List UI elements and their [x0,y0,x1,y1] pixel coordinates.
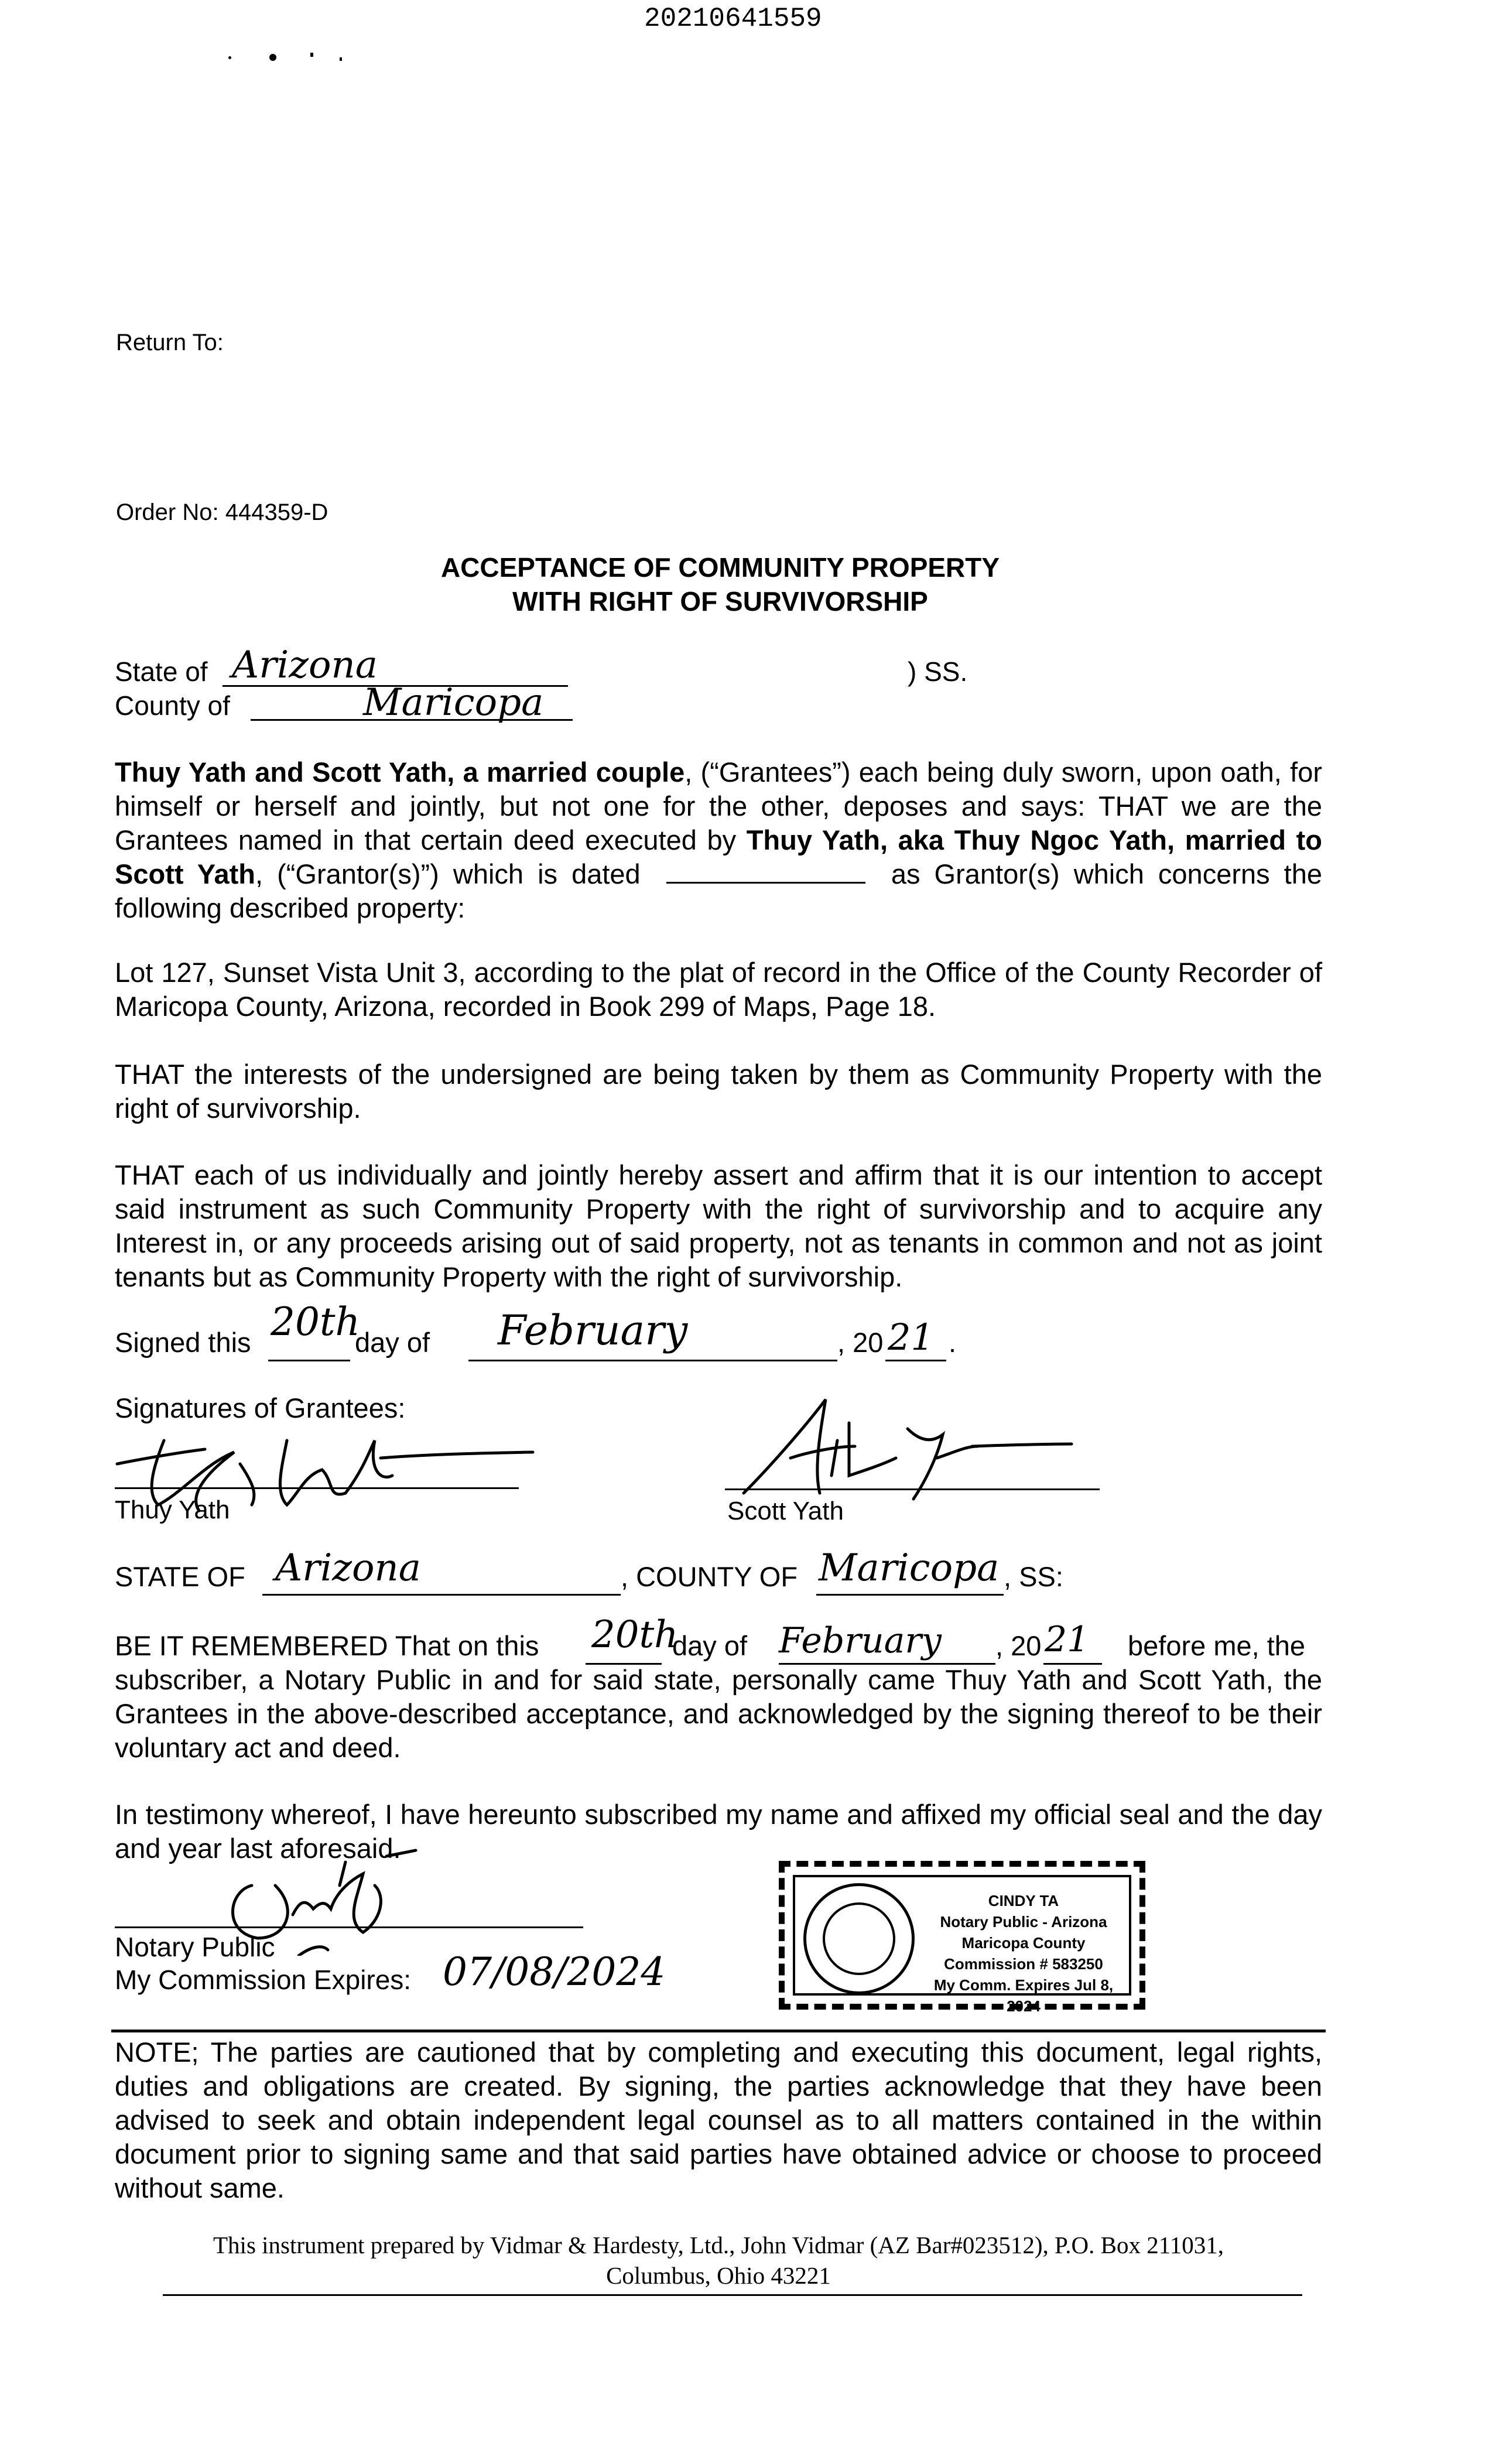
state-seal-inner-ring [823,1902,895,1975]
remember-year-handwritten: 21 [1045,1619,1090,1660]
ack-state-handwritten: Arizona [275,1546,421,1590]
county-label: County of [115,690,230,721]
seal-title: Notary Public - Arizona [940,1913,1107,1931]
grantor-text-end: as Grantor(s) which concerns the following described property: [115,858,1323,923]
interests-paragraph: THAT the interests of the undersigned are being taken by them as Community Property with the right of survivorship. [115,1059,1322,1124]
remember-day-handwritten: 20th [591,1613,679,1657]
seal-county: Maricopa County [961,1934,1086,1952]
title-line-1: ACCEPTANCE OF COMMUNITY PROPERTY [440,552,1000,583]
testimony-paragraph: In testimony whereof, I have hereunto subscribed my name and affixed my official seal and the day and year last aforesaid. [115,1799,1322,1864]
ack-state-label: STATE OF [115,1561,245,1592]
ss-label: ) SS. [908,656,968,687]
notary-public-label: Notary Public [115,1932,275,1962]
notary-seal [779,1861,1145,2015]
ack-ss: , SS: [1004,1561,1063,1592]
state-seal-emblem [803,1883,915,1994]
prepared-line-2: Columbus, Ohio 43221 [606,2262,831,2289]
signed-month-handwritten: February [498,1306,688,1354]
signatures-label: Signatures of Grantees: [115,1392,406,1423]
document-title [0,550,1440,618]
order-number: Order No: 444359-D [116,499,328,525]
signed-day-of: day of [355,1327,430,1358]
grantee1-name: Thuy Yath [115,1495,230,1524]
grantees-paragraph [115,755,1322,925]
signed-year-prefix: , 20 [837,1327,884,1358]
remember-month-handwritten: February [779,1620,942,1661]
grantee1-line [115,1458,519,1489]
title-line-2: WITH RIGHT OF SURVIVORSHIP [512,586,928,617]
prepared-by [115,2230,1322,2291]
seal-frame [793,1875,1131,2015]
scan-specks [228,53,351,64]
commission-handwritten: 07/08/2024 [443,1949,666,1994]
seal-commission-number: Commission # 583250 [944,1955,1103,1973]
commission-label: My Commission Expires: [115,1965,412,1995]
ack-county-label: , COUNTY OF [621,1561,798,1592]
deed-date-blank [666,858,865,884]
remember-year-prefix: , 20 [995,1630,1042,1661]
signed-day-handwritten: 20th [271,1299,361,1344]
remember-text-start: BE IT REMEMBERED That on this [115,1630,539,1661]
note-divider [111,2030,1326,2032]
grantees-names: Thuy Yath and Scott Yath, a married couple [115,757,685,788]
state-label: State of [115,656,208,687]
remember-paragraph: subscriber, a Notary Public in and for said state, personally came Thuy Yath and Scott Yath, the Grantees in the above-described acceptance, and acknowledged by the signing thereof to be their voluntary act and deed. [115,1664,1322,1763]
grantee2-line [725,1460,1100,1490]
remember-text-before: before me, the [1128,1630,1306,1661]
grantee2-name: Scott Yath [727,1497,844,1525]
grantees-text: , (“Grantees”) each being duly sworn, upon oath, for himself or herself and jointly, but not one for the other, deposes and says: THAT we are the Grantees named in that certain deed executed by [115,757,1322,855]
grantor-names: Thuy Yath, aka Thuy Ngoc Yath, married to Scott Yath [115,824,1322,889]
seal-notary-name: CINDY TA [988,1892,1059,1909]
state-handwritten: Arizona [232,644,378,687]
grantor-text: , (“Grantor(s)”) which is dated [255,858,641,889]
note-paragraph: NOTE; The parties are cautioned that by completing and executing this document, legal rights, duties and obligations are created. By signing, the parties acknowledge that they have been advised to seek and obtain independent legal counsel as to all matters contained in the within document prior to signing same and that said parties have obtained advice or choose to proceed without same. [115,2037,1322,2203]
property-description: Lot 127, Sunset Vista Unit 3, according to the plat of record in the Office of the County Recorder of Maricopa County, Arizona, recorded in Book 299 of Maps, Page 18. [115,957,1322,1022]
recording-number: 20210641559 [644,4,822,34]
ack-county-handwritten: Maricopa [819,1546,1000,1590]
signed-year-handwritten: 21 [888,1316,934,1358]
county-handwritten: Maricopa [363,681,544,724]
remember-day-of: day of [672,1630,748,1661]
signed-this-label: Signed this [115,1327,251,1358]
seal-text [918,1890,1129,2017]
intention-paragraph: THAT each of us individually and jointly hereby assert and affirm that it is our intention to accept said instrument as such Community Property with the right of survivorship and to acquire any Interest in, or any proceeds arising out of said property, not as tenants in common and not as joint tenants but as Community Property with the right of survivorship. [115,1159,1322,1292]
seal-expiration: My Comm. Expires Jul 8, 2024 [933,1976,1114,2015]
bottom-rule [163,2294,1302,2296]
return-to-label: Return To: [116,330,224,355]
signed-end: . [949,1327,957,1358]
notary-line [115,1897,583,1928]
prepared-line-1: This instrument prepared by Vidmar & Hardesty, Ltd., John Vidmar (AZ Bar#023512), P.O. Box 211031, [213,2232,1224,2258]
